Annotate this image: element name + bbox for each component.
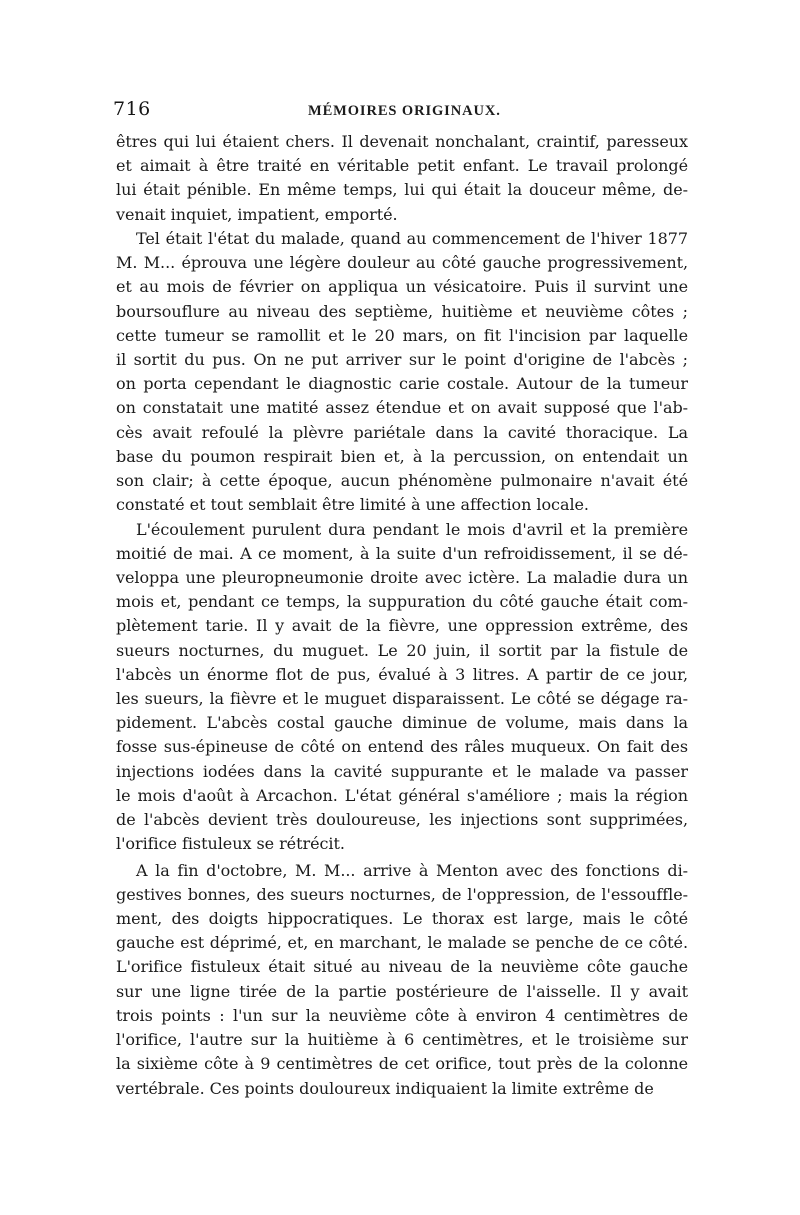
paragraph	[116, 227, 688, 518]
text-line: il sortit du pus. On ne put arriver sur le point d'origine de l'abcès ;	[116, 349, 688, 369]
text-line: L'orifice fistuleux était situé au niveau de la neuvième côte gauche	[116, 957, 688, 977]
text-line: gestives bonnes, des sueurs nocturnes, de l'oppression, de l'essouffle-	[116, 884, 688, 904]
running-title: MÉMOIRES ORIGINAUX.	[308, 103, 501, 119]
text-line: ment, des doigts hippocratiques. Le thorax est large, mais le côté	[116, 909, 688, 928]
paragraph	[116, 518, 688, 857]
text-line: et au mois de février on appliqua un vésicatoire. Puis il survint une	[116, 277, 688, 297]
text-line: A la fin d'octobre, M. M... arrive à Menton avec des fonctions di-	[136, 860, 688, 880]
paragraph	[116, 130, 688, 227]
text-line: cès avait refoulé la plèvre pariétale dans la cavité thoracique. La	[116, 422, 688, 442]
text-line: son clair; à cette époque, aucun phénomène pulmonaire n'avait été	[116, 471, 688, 491]
text-line: venait inquiet, impatient, emporté.	[116, 204, 398, 224]
text-line: les sueurs, la fièvre et le muguet disparaissent. Le côté se dégage ra-	[116, 689, 688, 709]
body-text	[116, 130, 688, 1101]
text-line: l'orifice fistuleux se rétrécit.	[116, 834, 345, 854]
text-line: Tel était l'état du malade, quand au commencement de l'hiver 1877	[136, 228, 688, 248]
text-line: le mois d'août à Arcachon. L'état général s'améliore ; mais la région	[116, 785, 688, 805]
text-line: la sixième côte à 9 centimètres de cet orifice, tout près de la colonne	[116, 1054, 688, 1074]
text-line: injections iodées dans la cavité suppurante et le malade va passer	[116, 761, 688, 781]
text-line: cette tumeur se ramollit et le 20 mars, on fit l'incision par laquelle	[116, 325, 688, 345]
page-header	[113, 98, 687, 126]
text-line: lui était pénible. En même temps, lui qui était la douceur même, de-	[116, 180, 688, 200]
paragraph	[116, 859, 688, 1101]
page-number: 716	[113, 98, 151, 120]
text-line: sur une ligne tirée de la partie postérieure de l'aisselle. Il y avait	[116, 981, 688, 1001]
text-line: fosse sus-épineuse de côté on entend des râles muqueux. On fait des	[116, 737, 688, 757]
text-line: mois et, pendant ce temps, la suppuration du côté gauche était com-	[116, 592, 688, 612]
text-line: de l'abcès devient très douloureuse, les injections sont supprimées,	[116, 810, 688, 830]
text-line: on porta cependant le diagnostic carie costale. Autour de la tumeur	[116, 374, 688, 394]
text-line: on constatait une matité assez étendue et on avait supposé que l'ab-	[116, 398, 688, 418]
text-line: vertébrale. Ces points douloureux indiquaient la limite extrême de	[116, 1078, 654, 1098]
text-line: sueurs nocturnes, du muguet. Le 20 juin, il sortit par la fistule de	[116, 640, 688, 660]
text-line: êtres qui lui étaient chers. Il devenait nonchalant, craintif, paresseux	[116, 132, 688, 151]
text-line: boursouflure au niveau des septième, huitième et neuvième côtes ;	[116, 301, 688, 321]
text-line: l'abcès un énorme flot de pus, évalué à 3 litres. A partir de ce jour,	[116, 664, 688, 684]
text-line: veloppa une pleuropneumonie droite avec ictère. La maladie dura un	[116, 567, 688, 587]
text-line: trois points : l'un sur la neuvième côte à environ 4 centimètres de	[116, 1005, 688, 1025]
text-line: gauche est déprimé, et, en marchant, le malade se penche de ce côté.	[116, 933, 688, 953]
text-line: pidement. L'abcès costal gauche diminue de volume, mais dans la	[116, 713, 688, 733]
text-line: constaté et tout semblait être limité à une affection locale.	[116, 495, 589, 515]
text-line: et aimait à être traité en véritable petit enfant. Le travail prolongé	[116, 156, 688, 176]
text-line: base du poumon respirait bien et, à la percussion, on entendait un	[116, 446, 688, 466]
text-line: M. M... éprouva une légère douleur au côté gauche progressivement,	[116, 253, 688, 273]
text-line: moitié de mai. A ce moment, à la suite d'un refroidissement, il se dé-	[116, 543, 688, 563]
text-line: L'écoulement purulent dura pendant le mois d'avril et la première	[136, 519, 688, 539]
text-line: l'orifice, l'autre sur la huitième à 6 centimètres, et le troisième sur	[116, 1030, 688, 1050]
text-line: plètement tarie. Il y avait de la fièvre, une oppression extrême, des	[116, 616, 688, 636]
